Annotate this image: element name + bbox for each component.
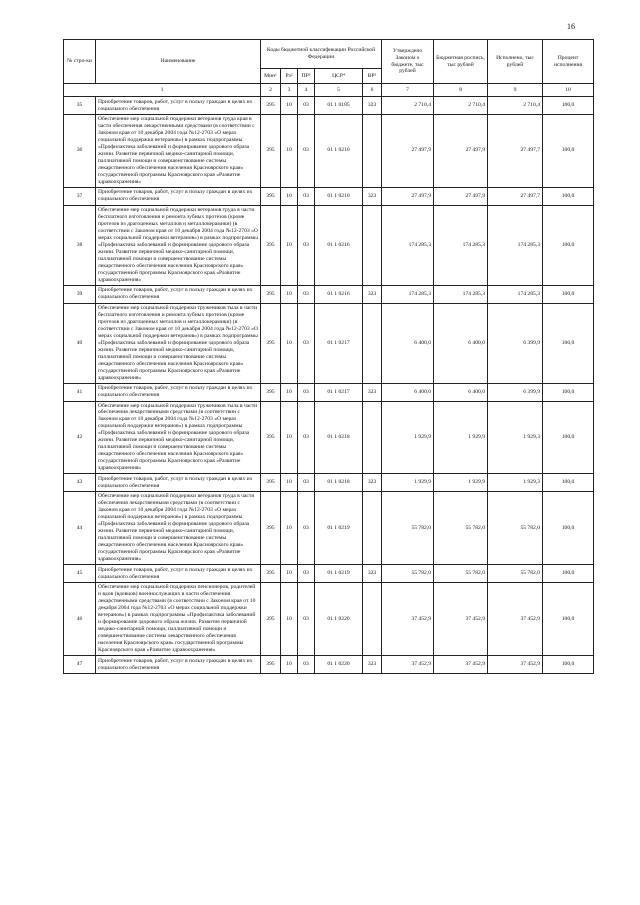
code-rz: 10	[281, 492, 298, 565]
code-csr: 01 1 0217	[315, 303, 363, 383]
executed-amount: 1 929,3	[488, 474, 543, 492]
budget-list-amount: 37 452,9	[434, 583, 488, 656]
header-code-csr: ЦСР⁴	[315, 69, 363, 84]
table-row	[64, 303, 594, 383]
table-row	[64, 583, 594, 656]
approved-amount: 174 285,3	[382, 205, 434, 285]
code-rz: 10	[281, 656, 298, 674]
code-csr: 01 1 0216	[315, 205, 363, 285]
table-row	[64, 401, 594, 474]
approved-amount: 1 929,9	[382, 401, 434, 474]
executed-amount: 174 285,3	[488, 205, 543, 285]
code-min: 395	[261, 205, 281, 285]
executed-amount: 174 285,3	[488, 285, 543, 303]
header-code-vr: ВР⁵	[363, 69, 382, 84]
table-row	[64, 492, 594, 565]
row-number: 38	[64, 205, 96, 285]
code-csr: 01 1 0218	[315, 474, 363, 492]
code-csr: 01 1 0216	[315, 285, 363, 303]
approved-amount: 37 452,9	[382, 583, 434, 656]
table-row	[64, 656, 594, 674]
row-number: 45	[64, 565, 96, 583]
approved-amount: 55 782,0	[382, 565, 434, 583]
code-pr: 03	[298, 656, 315, 674]
row-name: Приобретение товаров, работ, услуг в пользу граждан в целях их социального обеспечения	[96, 97, 261, 115]
row-number: 36	[64, 115, 96, 188]
budget-list-amount: 6 400,0	[434, 303, 488, 383]
code-min: 395	[261, 401, 281, 474]
executed-amount: 2 710,4	[488, 97, 543, 115]
execution-percent: 100,0	[543, 492, 594, 565]
execution-percent: 100,0	[543, 565, 594, 583]
header-budget-list: Бюджетная роспись, тыс рублей	[434, 40, 488, 84]
code-vr	[363, 205, 382, 285]
row-number: 39	[64, 285, 96, 303]
code-rz: 10	[281, 285, 298, 303]
code-min: 395	[261, 115, 281, 188]
executed-amount: 55 782,0	[488, 565, 543, 583]
execution-percent: 100,0	[543, 656, 594, 674]
row-name: Обеспечение мер социальной поддержки ветеранов труда в части бесплатного изготовления и ремонта зубных протезов (кроме протезов из драгоценных металлов и металлокерамики) (в соответствии с Законом края от 10 декабря 2004 года №12-2703 «О мерах социальной поддержки ветеранов») в рамках подпрограммы «Профилактика заболеваний и формирование здорового образа жизни. Развитие первичной медико-санитарной помощи, паллиативной помощи и совершенствование системы лекарственного обеспечения населения Красноярского края» государственной программы Красноярского края «Развитие здравоохранения»	[96, 205, 261, 285]
code-csr: 01 1 0218	[315, 401, 363, 474]
budget-list-amount: 37 452,9	[434, 656, 488, 674]
executed-amount: 55 782,0	[488, 492, 543, 565]
code-rz: 10	[281, 565, 298, 583]
code-min: 395	[261, 583, 281, 656]
code-pr: 03	[298, 383, 315, 401]
executed-amount: 6 399,9	[488, 303, 543, 383]
execution-percent: 100,0	[543, 383, 594, 401]
code-pr: 03	[298, 303, 315, 383]
row-number: 46	[64, 583, 96, 656]
table-row	[64, 115, 594, 188]
code-csr: 01 1 0217	[315, 383, 363, 401]
executed-amount: 37 452,9	[488, 583, 543, 656]
execution-percent: 100,0	[543, 115, 594, 188]
header-code-pr: ПР³	[298, 69, 315, 84]
code-min: 395	[261, 285, 281, 303]
table-row	[64, 285, 594, 303]
code-pr: 03	[298, 583, 315, 656]
header-code-rz: Рз²	[281, 69, 298, 84]
budget-list-amount: 1 929,9	[434, 474, 488, 492]
budget-list-amount: 55 782,0	[434, 565, 488, 583]
budget-list-amount: 6 400,0	[434, 383, 488, 401]
code-pr: 03	[298, 474, 315, 492]
executed-amount: 27 497,7	[488, 187, 543, 205]
executed-amount: 6 399,9	[488, 383, 543, 401]
code-pr: 03	[298, 401, 315, 474]
code-rz: 10	[281, 583, 298, 656]
code-pr: 03	[298, 492, 315, 565]
row-name: Приобретение товаров, работ, услуг в пользу граждан в целях их социального обеспечения	[96, 565, 261, 583]
code-rz: 10	[281, 205, 298, 285]
row-name: Приобретение товаров, работ, услуг в пользу граждан в целях их социального обеспечения	[96, 187, 261, 205]
column-number: 4	[298, 84, 315, 97]
code-min: 395	[261, 474, 281, 492]
row-name: Приобретение товаров, работ, услуг в пользу граждан в целях их социального обеспечения	[96, 474, 261, 492]
executed-amount: 1 929,3	[488, 401, 543, 474]
header-row-no: № стро-ки	[64, 40, 96, 84]
row-name: Приобретение товаров, работ, услуг в пользу граждан в целях их социального обеспечения	[96, 383, 261, 401]
execution-percent: 100,0	[543, 583, 594, 656]
row-name: Приобретение товаров, работ, услуг в пользу граждан в целях их социального обеспечения	[96, 656, 261, 674]
execution-percent: 100,0	[543, 401, 594, 474]
approved-amount: 1 929,9	[382, 474, 434, 492]
code-vr: 323	[363, 474, 382, 492]
code-pr: 03	[298, 565, 315, 583]
code-csr: 01 1 0210	[315, 187, 363, 205]
column-number: 9	[488, 84, 543, 97]
code-vr: 323	[363, 97, 382, 115]
table-body	[64, 97, 594, 674]
code-min: 395	[261, 97, 281, 115]
column-number: 10	[543, 84, 594, 97]
column-number: 7	[382, 84, 434, 97]
approved-amount: 6 400,0	[382, 303, 434, 383]
execution-percent: 100,0	[543, 97, 594, 115]
column-number: 3	[281, 84, 298, 97]
row-name: Обеспечение мер социальной поддержки тружеников тыла в части обеспечения лекарственными средствами (в соответствии с Законом края от 10 декабря 2004 года №12-2703 «О мерах социальной поддержки ветеранов») в рамках подпрограммы «Профилактика заболеваний и формирование здорового образа жизни. Развитие первичной медико-санитарной помощи, паллиативной помощи и совершенствование системы лекарственного обеспечения населения Красноярского края» государственной программы Красноярского края «Развитие здравоохранения»	[96, 401, 261, 474]
code-pr: 03	[298, 115, 315, 188]
row-name: Обеспечение мер социальной поддержки ветеранов труда края в части обеспечения лекарственными средствами (в соответствии с Законом края от 10 декабря 2004 года №12-2703 «О мерах социальной поддержки ветеранов») в рамках подпрограммы «Профилактика заболеваний и формирование здорового образа жизни. Развитие первичной медико-санитарной помощи, паллиативной помощи и совершенствование системы лекарственного обеспечения населения Красноярского края» государственной программы Красноярского края «Развитие здравоохранения»	[96, 115, 261, 188]
row-number: 35	[64, 97, 96, 115]
approved-amount: 6 400,0	[382, 383, 434, 401]
header-approved: Утверждено Законом о бюджете, тыс рублей	[382, 40, 434, 84]
code-min: 395	[261, 303, 281, 383]
table-row	[64, 205, 594, 285]
approved-amount: 27 497,9	[382, 187, 434, 205]
header-executed: Исполнено, тыс рублей	[488, 40, 543, 84]
code-vr: 323	[363, 565, 382, 583]
row-number: 47	[64, 656, 96, 674]
row-name: Обеспечение мер социальной поддержки пенсионеров, родителей и вдов (вдовцов) военнослужащих в части обеспечения лекарственными средствами (в соответствии с Законом края от 10 декабря 2004 года №12-2703 «О мерах социальной поддержки ветеранов») в рамках подпрограммы «Профилактика заболеваний и формирование здорового образа жизни. Развитие первичной медико-санитарной помощи, паллиативной помощи и совершенствование системы лекарственного обеспечения населения Красноярского края» государственной программы Красноярского края «Развитие здравоохранения»	[96, 583, 261, 656]
column-number: 5	[315, 84, 363, 97]
code-min: 395	[261, 656, 281, 674]
code-vr: 323	[363, 656, 382, 674]
code-csr: 01 1 0219	[315, 492, 363, 565]
execution-percent: 100,0	[543, 285, 594, 303]
code-csr: 01 1 0220	[315, 583, 363, 656]
budget-list-amount: 174 285,3	[434, 205, 488, 285]
table-header	[64, 40, 594, 97]
code-min: 395	[261, 492, 281, 565]
code-vr	[363, 583, 382, 656]
code-rz: 10	[281, 187, 298, 205]
code-vr: 323	[363, 187, 382, 205]
code-pr: 03	[298, 97, 315, 115]
code-vr	[363, 492, 382, 565]
approved-amount: 27 497,9	[382, 115, 434, 188]
code-csr: 01 1 0210	[315, 115, 363, 188]
code-vr: 323	[363, 285, 382, 303]
code-pr: 03	[298, 187, 315, 205]
code-vr: 323	[363, 383, 382, 401]
table-row	[64, 383, 594, 401]
page-number: 16	[567, 22, 575, 31]
budget-list-amount: 2 710,4	[434, 97, 488, 115]
execution-percent: 100,0	[543, 187, 594, 205]
execution-percent: 100,0	[543, 303, 594, 383]
code-pr: 03	[298, 205, 315, 285]
header-codes-group: Коды бюджетной классификации Российской Федерации	[261, 40, 382, 69]
executed-amount: 37 452,9	[488, 656, 543, 674]
code-rz: 10	[281, 401, 298, 474]
table-row	[64, 97, 594, 115]
execution-percent: 100,0	[543, 474, 594, 492]
column-number: 2	[261, 84, 281, 97]
code-csr: 01 1 0220	[315, 656, 363, 674]
approved-amount: 37 452,9	[382, 656, 434, 674]
row-number: 43	[64, 474, 96, 492]
budget-list-amount: 1 929,9	[434, 401, 488, 474]
code-min: 395	[261, 565, 281, 583]
row-number: 44	[64, 492, 96, 565]
table-row	[64, 187, 594, 205]
code-rz: 10	[281, 383, 298, 401]
code-rz: 10	[281, 97, 298, 115]
approved-amount: 55 782,0	[382, 492, 434, 565]
row-number: 41	[64, 383, 96, 401]
budget-list-amount: 55 782,0	[434, 492, 488, 565]
executed-amount: 27 497,7	[488, 115, 543, 188]
column-number: 1	[64, 84, 261, 97]
code-csr: 01 1 0219	[315, 565, 363, 583]
row-name: Приобретение товаров, работ, услуг в пользу граждан в целях их социального обеспечения	[96, 285, 261, 303]
code-csr: 01 1 0185	[315, 97, 363, 115]
column-number: 8	[434, 84, 488, 97]
row-number: 42	[64, 401, 96, 474]
budget-list-amount: 27 497,9	[434, 115, 488, 188]
code-min: 395	[261, 383, 281, 401]
budget-list-amount: 174 285,3	[434, 285, 488, 303]
approved-amount: 174 285,3	[382, 285, 434, 303]
code-rz: 10	[281, 115, 298, 188]
code-rz: 10	[281, 303, 298, 383]
header-percent: Процент исполнения	[543, 40, 594, 84]
budget-table	[63, 39, 594, 674]
header-name: Наименование	[96, 40, 261, 84]
code-vr	[363, 401, 382, 474]
code-min: 395	[261, 187, 281, 205]
row-number: 40	[64, 303, 96, 383]
code-pr: 03	[298, 285, 315, 303]
code-vr	[363, 303, 382, 383]
execution-percent: 100,0	[543, 205, 594, 285]
column-number: 6	[363, 84, 382, 97]
column-number-row	[64, 84, 594, 97]
budget-list-amount: 27 497,9	[434, 187, 488, 205]
approved-amount: 2 710,4	[382, 97, 434, 115]
row-name: Обеспечение мер социальной поддержки ветеранов труда в части обеспечения лекарственными средствами (в соответствии с Законом края от 10 декабря 2004 года №12-2703 «О мерах социальной поддержки ветеранов») в рамках подпрограммы «Профилактика заболеваний и формирование здорового образа жизни. Развитие первичной медико-санитарной помощи, паллиативной помощи и совершенствование системы лекарственного обеспечения населения Красноярского края» государственной программы Красноярского края «Развитие здравоохранения»	[96, 492, 261, 565]
code-rz: 10	[281, 474, 298, 492]
row-number: 37	[64, 187, 96, 205]
table-row	[64, 474, 594, 492]
code-vr	[363, 115, 382, 188]
row-name: Обеспечение мер социальной поддержки тружеников тыла в части бесплатного изготовления и ремонта зубных протезов (кроме протезов из драгоценных металлов и металлокерамики) (в соответствии с Законом края от 10 декабря 2004 года №12-2703 «О мерах социальной поддержки ветеранов») в рамках подпрограммы «Профилактика заболеваний и формирование здорового образа жизни. Развитие первичной медико-санитарной помощи, паллиативной помощи и совершенствование системы лекарственного обеспечения населения Красноярского края» государственной программы Красноярского края «Развитие здравоохранения»	[96, 303, 261, 383]
header-code-min: Мин¹	[261, 69, 281, 84]
table-row	[64, 565, 594, 583]
